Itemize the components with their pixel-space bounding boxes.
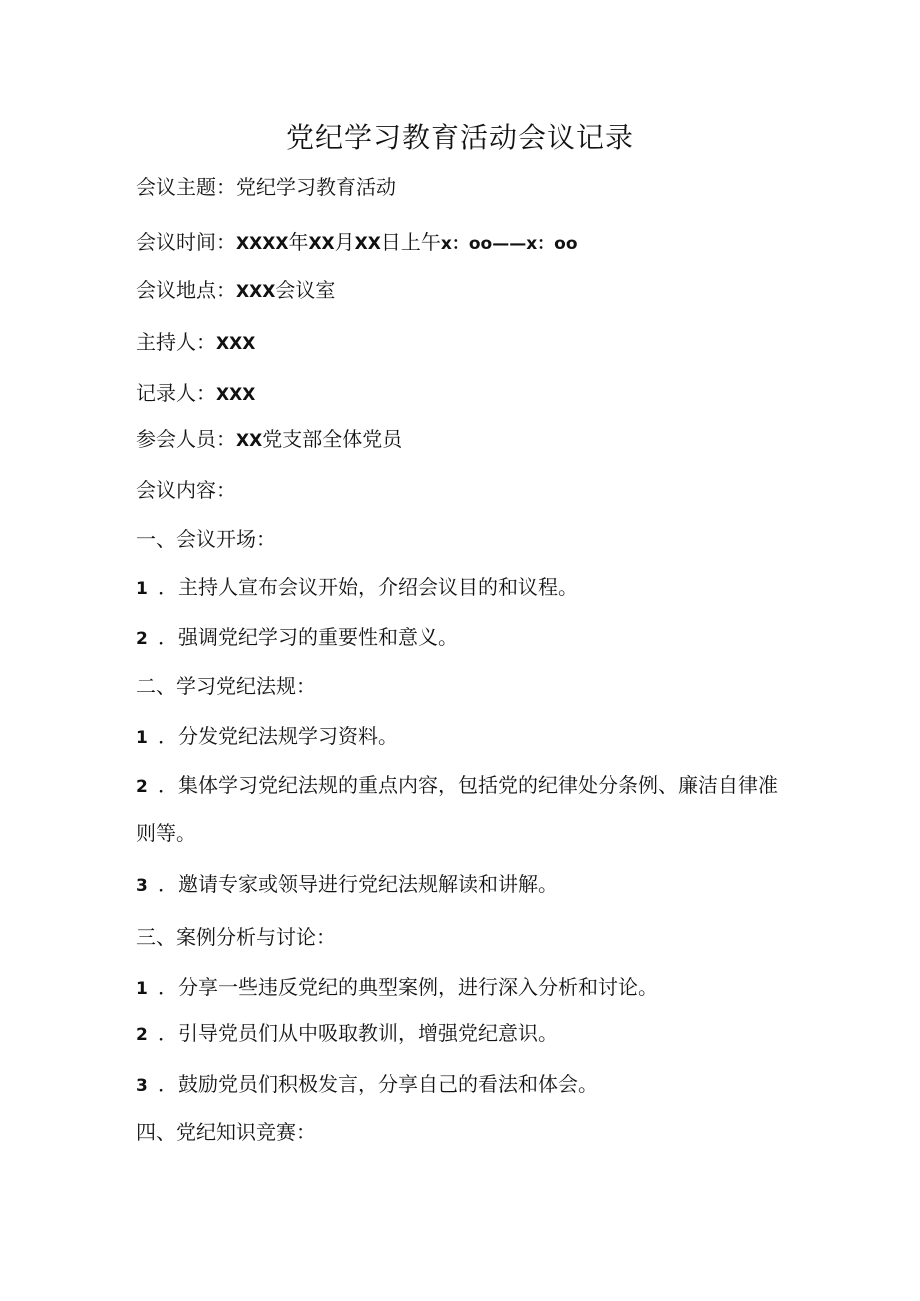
meeting-attendees-label: 参会人员： [136,427,236,451]
list-item-number: 2 [136,1025,148,1045]
meeting-attendees-code: XX [236,431,263,451]
list-item-continuation: 则等。 [136,821,196,845]
list-item [136,1069,598,1101]
meeting-place-room: 会议室 [275,278,336,302]
meeting-recorder-line [136,378,255,410]
list-item [136,972,658,1004]
list-item-number: 1 [136,728,148,748]
meeting-theme-line [136,172,396,202]
list-item-text: ．邀请专家或领导进行党纪法规解读和讲解。 [158,872,558,896]
list-item-text: ．分发党纪法规学习资料。 [158,724,398,748]
list-item [136,869,558,901]
list-item-text: ．集体学习党纪法规的重点内容，包括党的纪律处分条例、廉洁自律准 [158,773,778,797]
list-item-number: 1 [136,579,148,599]
meeting-theme-value: 党纪学习教育活动 [236,175,396,199]
meeting-time-day-unit: 日上午 [380,230,441,254]
meeting-host-value: XXX [216,334,256,354]
list-item-text: ．强调党纪学习的重要性和意义。 [158,625,458,649]
list-item [136,622,458,654]
list-item [136,572,578,604]
meeting-attendees-line [136,424,402,456]
list-item [136,770,778,802]
meeting-time-line [136,227,578,259]
list-item-number: 3 [136,876,148,896]
meeting-place-line [136,275,335,307]
document-title: 党纪学习教育活动会议记录 [285,121,634,154]
list-item-number: 1 [136,979,148,999]
list-item-number: 3 [136,1076,148,1096]
meeting-recorder-value: XXX [216,385,256,405]
list-item-text: ．分享一些违反党纪的典型案例，进行深入分析和讨论。 [158,975,658,999]
section-2-heading: 二、学习党纪法规： [136,674,316,698]
section-1-heading: 一、会议开场： [136,527,276,551]
section-3-heading: 三、案例分析与讨论： [136,925,336,949]
meeting-host-label: 主持人： [136,330,216,354]
meeting-time-range: x：oo——x：oo [440,234,578,254]
list-item [136,1018,558,1050]
meeting-attendees-value: 党支部全体党员 [262,427,403,451]
meeting-time-month-unit: 月 [334,230,355,254]
list-item-text: ．鼓励党员们积极发言，分享自己的看法和体会。 [158,1072,598,1096]
meeting-time-label: 会议时间： [136,230,236,254]
meeting-place-code: XXX [236,282,276,302]
meeting-time-day: XX [354,234,381,254]
meeting-place-label: 会议地点： [136,278,236,302]
meeting-recorder-label: 记录人： [136,381,216,405]
list-item [136,721,398,753]
meeting-content-label: 会议内容： [136,478,236,502]
meeting-time-month: XX [308,234,335,254]
list-item-text: ．引导党员们从中吸取教训，增强党纪意识。 [158,1021,558,1045]
section-4-heading: 四、党纪知识竞赛： [136,1120,316,1144]
list-item-text: ．主持人宣布会议开始，介绍会议目的和议程。 [158,575,578,599]
meeting-time-year: XXXX [236,234,289,254]
meeting-time-year-unit: 年 [288,230,309,254]
meeting-host-line [136,327,255,359]
list-item-number: 2 [136,777,148,797]
meeting-theme-label: 会议主题： [136,175,236,199]
list-item-number: 2 [136,629,148,649]
